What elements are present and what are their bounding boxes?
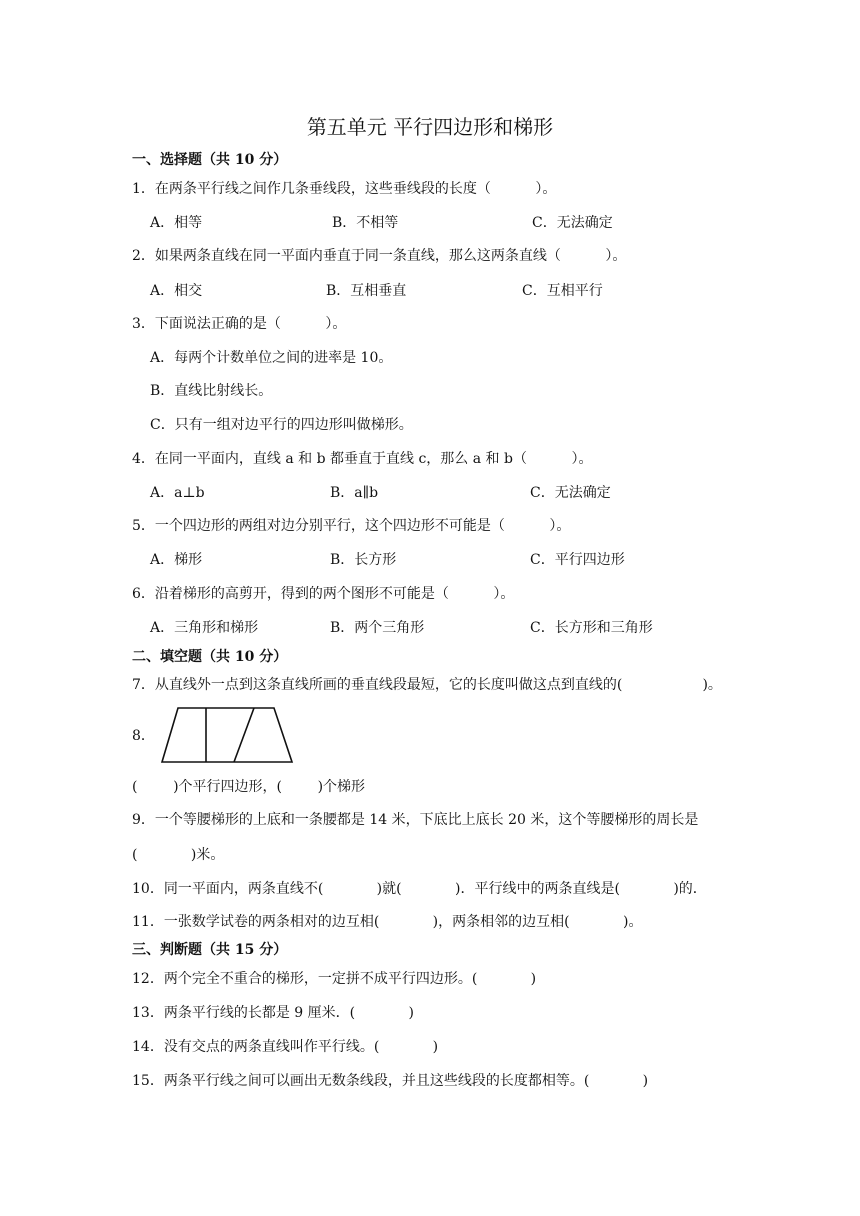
question-5: 5．一个四边形的两组对边分别平行，这个四边形不可能是（ ）。 [132, 518, 571, 534]
q6-option-c: C．长方形和三角形 [530, 620, 653, 636]
q4-option-b: B．a∥b [330, 485, 379, 501]
question-13: 13．两条平行线的长都是 9 厘米．( ) [132, 1005, 414, 1021]
trapezoid-outline [162, 708, 292, 762]
q1-option-b: B．不相等 [332, 215, 399, 231]
question-1: 1．在两条平行线之间作几条垂线段，这些垂线段的长度（ ）。 [132, 181, 557, 197]
trapezoid-figure [156, 706, 296, 766]
question-11: 11．一张数学试卷的两条相对的边互相( )，两条相邻的边互相( )。 [132, 914, 643, 930]
q3-option-c: C．只有一组对边平行的四边形叫做梯形。 [150, 417, 413, 433]
q6-option-a: A．三角形和梯形 [150, 620, 259, 636]
question-8-number: 8． [132, 728, 155, 744]
q5-option-c: C．平行四边形 [530, 552, 625, 568]
q1-option-a: A．相等 [150, 215, 203, 231]
question-2: 2．如果两条直线在同一平面内垂直于同一条直线，那么这两条直线（ ）。 [132, 248, 627, 264]
q3-option-a: A．每两个计数单位之间的进率是 10。 [150, 350, 393, 366]
q5-option-b: B．长方形 [330, 552, 397, 568]
question-9-line-1: 9．一个等腰梯形的上底和一条腰都是 14 米，下底比上底长 20 米，这个等腰梯形的周长是 [132, 812, 699, 828]
slanted-divider [234, 708, 254, 762]
q5-option-a: A．梯形 [150, 552, 203, 568]
q6-option-b: B．两个三角形 [330, 620, 425, 636]
question-10: 10．同一平面内，两条直线不( )就( )．平行线中的两条直线是( )的． [132, 881, 707, 897]
q2-option-c: C．互相平行 [522, 283, 603, 299]
question-8: ( )个平行四边形，( )个梯形 [132, 779, 366, 795]
question-4: 4．在同一平面内，直线 a 和 b 都垂直于直线 c，那么 a 和 b（ ）。 [132, 451, 593, 467]
q1-option-c: C．无法确定 [532, 215, 613, 231]
question-14: 14．没有交点的两条直线叫作平行线。( ) [132, 1039, 439, 1055]
q2-option-b: B．互相垂直 [326, 283, 407, 299]
question-15: 15．两条平行线之间可以画出无数条线段，并且这些线段的长度都相等。( ) [132, 1073, 649, 1089]
q2-option-a: A．相交 [150, 283, 203, 299]
section-heading-judge: 三、判断题（共 15 分） [132, 942, 288, 958]
q3-option-b: B．直线比射线长。 [150, 383, 273, 399]
question-3: 3．下面说法正确的是（ ）。 [132, 316, 347, 332]
q4-option-a: A．a⊥b [150, 485, 205, 501]
page-title: 第五单元 平行四边形和梯形 [306, 115, 554, 139]
section-heading-fill: 二、填空题（共 10 分） [132, 649, 288, 665]
section-heading-choice: 一、选择题（共 10 分） [132, 152, 288, 168]
question-12: 12．两个完全不重合的梯形，一定拼不成平行四边形。( ) [132, 971, 537, 987]
question-7: 7．从直线外一点到这条直线所画的垂直线段最短，它的长度叫做这点到直线的( )。 [132, 677, 722, 693]
q4-option-c: C．无法确定 [530, 485, 611, 501]
question-9-line-2: ( )米。 [132, 847, 225, 863]
question-6: 6．沿着梯形的高剪开，得到的两个图形不可能是（ ）。 [132, 586, 515, 602]
